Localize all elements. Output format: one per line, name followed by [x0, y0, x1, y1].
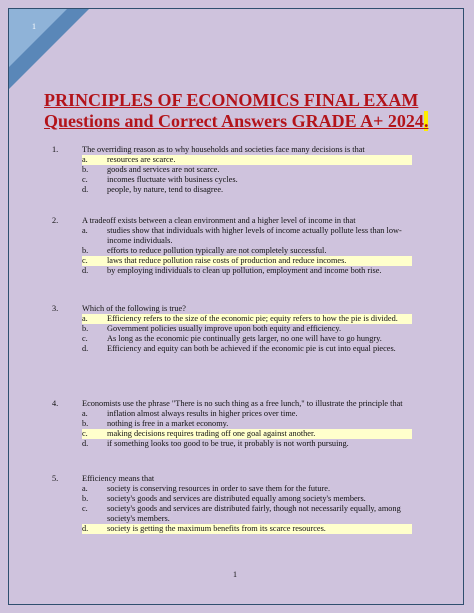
page-number: 1 [233, 570, 237, 579]
document-title [44, 90, 454, 132]
question-block [52, 474, 412, 534]
option-text: society's goods and services are distributed fairly, though not necessarily equally, among society's members. [107, 504, 401, 523]
question-block [52, 145, 412, 195]
question-text: Which of the following is true? [82, 304, 186, 313]
option-text: society's goods and services are distributed equally among society's members. [107, 494, 366, 503]
answer-option [82, 439, 412, 449]
option-text: society is getting the maximum benefits from its scarce resources. [107, 524, 326, 533]
option-text: inflation almost always results in higher prices over time. [107, 409, 298, 418]
answer-option [82, 334, 412, 344]
answer-option [82, 226, 412, 246]
question-number: 1. [52, 145, 59, 154]
question-block [52, 216, 412, 276]
question-text: Efficiency means that [82, 474, 155, 483]
question-stem [52, 399, 412, 409]
question-text: A tradeoff exists between a clean environment and a higher level of income in that [82, 216, 356, 225]
option-text: by employing individuals to clean up pollution, employment and income both rise. [107, 266, 382, 275]
option-text: incomes fluctuate with business cycles. [107, 175, 238, 184]
answer-option-correct [82, 314, 412, 324]
answer-option [82, 165, 412, 175]
option-letter: a. [82, 409, 88, 418]
question-stem [52, 216, 412, 226]
title-line-1: PRINCIPLES OF ECONOMICS FINAL EXAM [44, 90, 419, 110]
option-letter: a. [82, 484, 88, 493]
option-letter: d. [82, 185, 89, 194]
option-text: people, by nature, tend to disagree. [107, 185, 224, 194]
answer-option [82, 419, 412, 429]
question-stem [52, 304, 412, 314]
question-block [52, 304, 412, 354]
option-letter: b. [82, 494, 89, 503]
answer-option [82, 344, 412, 354]
option-letter: b. [82, 165, 89, 174]
option-letter: c. [82, 175, 88, 184]
option-text: laws that reduce pollution raise costs of production and reduce incomes. [107, 256, 347, 265]
option-text: resources are scarce. [107, 155, 176, 164]
option-letter: a. [82, 314, 88, 323]
answer-option [82, 504, 412, 524]
option-letter: c. [82, 334, 88, 343]
corner-decoration-light [9, 9, 67, 67]
answer-option-correct [82, 524, 412, 534]
answer-option-correct [82, 429, 412, 439]
corner-page-number: 1 [32, 22, 36, 31]
question-number: 2. [52, 216, 59, 225]
option-text: Government policies usually improve upon both equity and efficiency. [107, 324, 342, 333]
option-letter: b. [82, 324, 89, 333]
option-letter: c. [82, 429, 88, 438]
title-line-2: Questions and Correct Answers GRADE A+ 2024 [44, 111, 424, 131]
answer-option [82, 324, 412, 334]
option-text: nothing is free in a market economy. [107, 419, 229, 428]
question-number: 5. [52, 474, 59, 483]
option-letter: b. [82, 246, 89, 255]
option-letter: d. [82, 439, 89, 448]
option-text: society is conserving resources in order to save them for the future. [107, 484, 331, 493]
question-text: Economists use the phrase "There is no such thing as a free lunch," to illustrate the principle that [82, 399, 403, 408]
answer-option [82, 409, 412, 419]
question-stem [52, 145, 412, 155]
option-letter: b. [82, 419, 89, 428]
option-letter: d. [82, 266, 89, 275]
option-text: goods and services are not scarce. [107, 165, 220, 174]
question-number: 4. [52, 399, 59, 408]
answer-option-correct [82, 256, 412, 266]
question-block [52, 399, 412, 449]
answer-option [82, 266, 412, 276]
option-letter: d. [82, 524, 89, 533]
answer-option [82, 185, 412, 195]
option-text: if something looks too good to be true, it probably is not worth pursuing. [107, 439, 349, 448]
option-letter: a. [82, 155, 88, 164]
option-text: studies show that individuals with higher levels of income actually pollute less than low-income individuals. [107, 226, 402, 245]
answer-option [82, 484, 412, 494]
title-period: . [423, 111, 429, 131]
answer-option [82, 494, 412, 504]
option-text: efforts to reduce pollution typically are not completely successful. [107, 246, 327, 255]
question-stem [52, 474, 412, 484]
option-text: Efficiency and equity can both be achieved if the economic pie is cut into equal pieces. [107, 344, 396, 353]
option-letter: c. [82, 504, 88, 513]
option-letter: c. [82, 256, 88, 265]
question-number: 3. [52, 304, 59, 313]
option-text: Efficiency refers to the size of the economic pie; equity refers to how the pie is divided. [107, 314, 398, 323]
answer-option-correct [82, 155, 412, 165]
answer-option [82, 246, 412, 256]
option-text: As long as the economic pie continually gets larger, no one will have to go hungry. [107, 334, 382, 343]
option-text: making decisions requires trading off one goal against another. [107, 429, 316, 438]
option-letter: a. [82, 226, 88, 235]
option-letter: d. [82, 344, 89, 353]
question-text: The overriding reason as to why households and societies face many decisions is that [82, 145, 365, 154]
answer-option [82, 175, 412, 185]
